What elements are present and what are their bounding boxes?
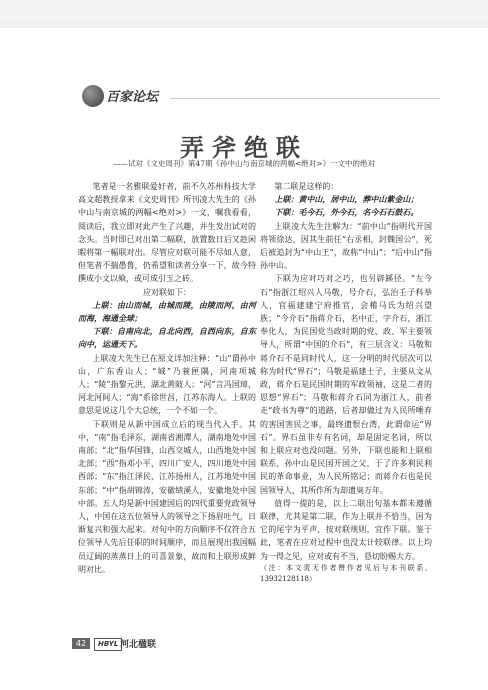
article-subtitle: ——试对《文史周刊》第47期《孙中山与南京城的两幅<绝对>》一文中的绝对 [112,159,376,168]
right-column [260,180,432,585]
section-rule [170,98,440,99]
couplet-line: 下联：毛今石，外今石，名今石石鼓石。 [274,207,419,218]
page-number: 42 [72,638,90,649]
left-column [78,180,256,576]
paragraph: 下联为应对巧对之巧，也另辟蹊径。“左今石”指浙江绍兴人马敬，号介石，弘治壬子科举人，官福建建宁府推官，会稽马氏为绍兴望族；“今介石”指蒋介石，名中正，字介石，浙江奉化人，为民国党当政时期的党、政、军主要领导人，所谓“中国的介石”，有三层含义：马敬和蒋介石不是同时代人，这一分明的时代层次可以称为时代“界石”；马敬是福建士子，主要从文从政，蒋介石是民国时期的军政领袖，这是二者的思想“界石”；马敬和蒋介石同为浙江人，前者走“政书为尊”的道路，后者却做过为人民所唾弃的害国害民之事，最终遗恨台湾，此谓命运“界石”。界石虽非专有名词，却是固定名词，所以和上联应对也没问题。另外，下联也能和上联相联系，孙中山是民国开国之父，于了许多利民利民的革命事业，为人民所铭记；而蒋介石也是民国领导人，其所作所为却遗臭万年。 [260,274,432,495]
paragraph: 笔者是一名雅联爱好者，前不久苏州科技大学高文超教授拿来《文史周刊》所刊凌大先生的《孙中山与南京城的两幅<绝对>》一文，嘱我看看，阅读后，我立即对此产生了兴趣，并生发出试对的念头。当时即已对出第二幅联，放置数日后又趁闲暇将第一幅联对出。尽管应对联可能不尽如人意，但笔者不揣愚鲁，仍希望和读者分享一下，故今特撰成小文以飨，或可成引玉之砖。 [78,182,256,284]
paragraph: 下联则是从新中国成立后的现当代入手。其中，“南”指毛泽东，湖南省湘潭人，湖南地处中国南部；“北”指华国锋，山西交城人，山西地处中国北部；“西”指邓小平，四川广安人，四川地处中国西部；“东”指江泽民，江苏扬州人，江苏地处中国东部；“中”指胡锦涛，安徽绩溪人，安徽地处中国中部。五人均是新中国建国后的四代重要党政领导人，中国在这五位领导人的领导之下扬眉吐气，日渐复兴和强大起来。对句中的方向顺序不仅符合五位领导人先后任职的时间顺序，而且展现出我国幅员辽阔的蒸蒸日上的可喜景象，故而和上联形成鲜明对比。 [78,419,256,574]
journal-name: 河北楹联 [120,640,157,650]
paragraph: 值得一提的是，以上二联出句基本都未遵循联律，尤其是第二联，作为上联并不恰当，因为它的尾字为平声，按对联规则，宜作下联。鉴于此，笔者在应对过程中也没太计较联律。以上均为一得之见，应对或有不当，恳切盼赐大方。 [260,498,432,561]
couplet-line: 上联：黄中山，居中山，葬中山紫金山； [274,194,419,205]
decorative-dot-strip [0,22,488,28]
paragraph: 上联凌大先生已在原文详加注释：“山”谓孙中山，广东香山人；“城”乃蓑匣隅，河南项城人；“陵”指黎元洪，湖北黄陂人；“河”言冯国璋，河北河间人；“海”系徐世昌，江苏东海人。上联的意思是说这几个大总统，一个不如一个。 [78,353,256,416]
couplet-line: 下联：自南向北，自北向西，自西向东，自东向中，运通天下。 [78,326,256,350]
journal-logo: HBYL [94,638,122,651]
paragraph: 上联凌大先生注解为：“前中山”指明代开国将领徐达，因其生前任“右丞相，封魏国公”，死后被追封为“中山王”，故称“中山”；“后中山”指孙中山。 [260,221,432,271]
paragraph: 应对联如下： [143,287,191,297]
paragraph: 第二联是这样的： [274,182,339,191]
section-badge-icon [82,85,104,107]
couplet-line: 上联：由山而城，由城而陵，由陵而河，由河而海，海通全球； [78,299,256,324]
author-note: （注：本文责无作者赞作者见后与本刊联系，13932128118） [260,563,432,583]
section-label: 百家论坛 [106,90,159,105]
article-title: 弄斧绝联 [180,134,308,162]
